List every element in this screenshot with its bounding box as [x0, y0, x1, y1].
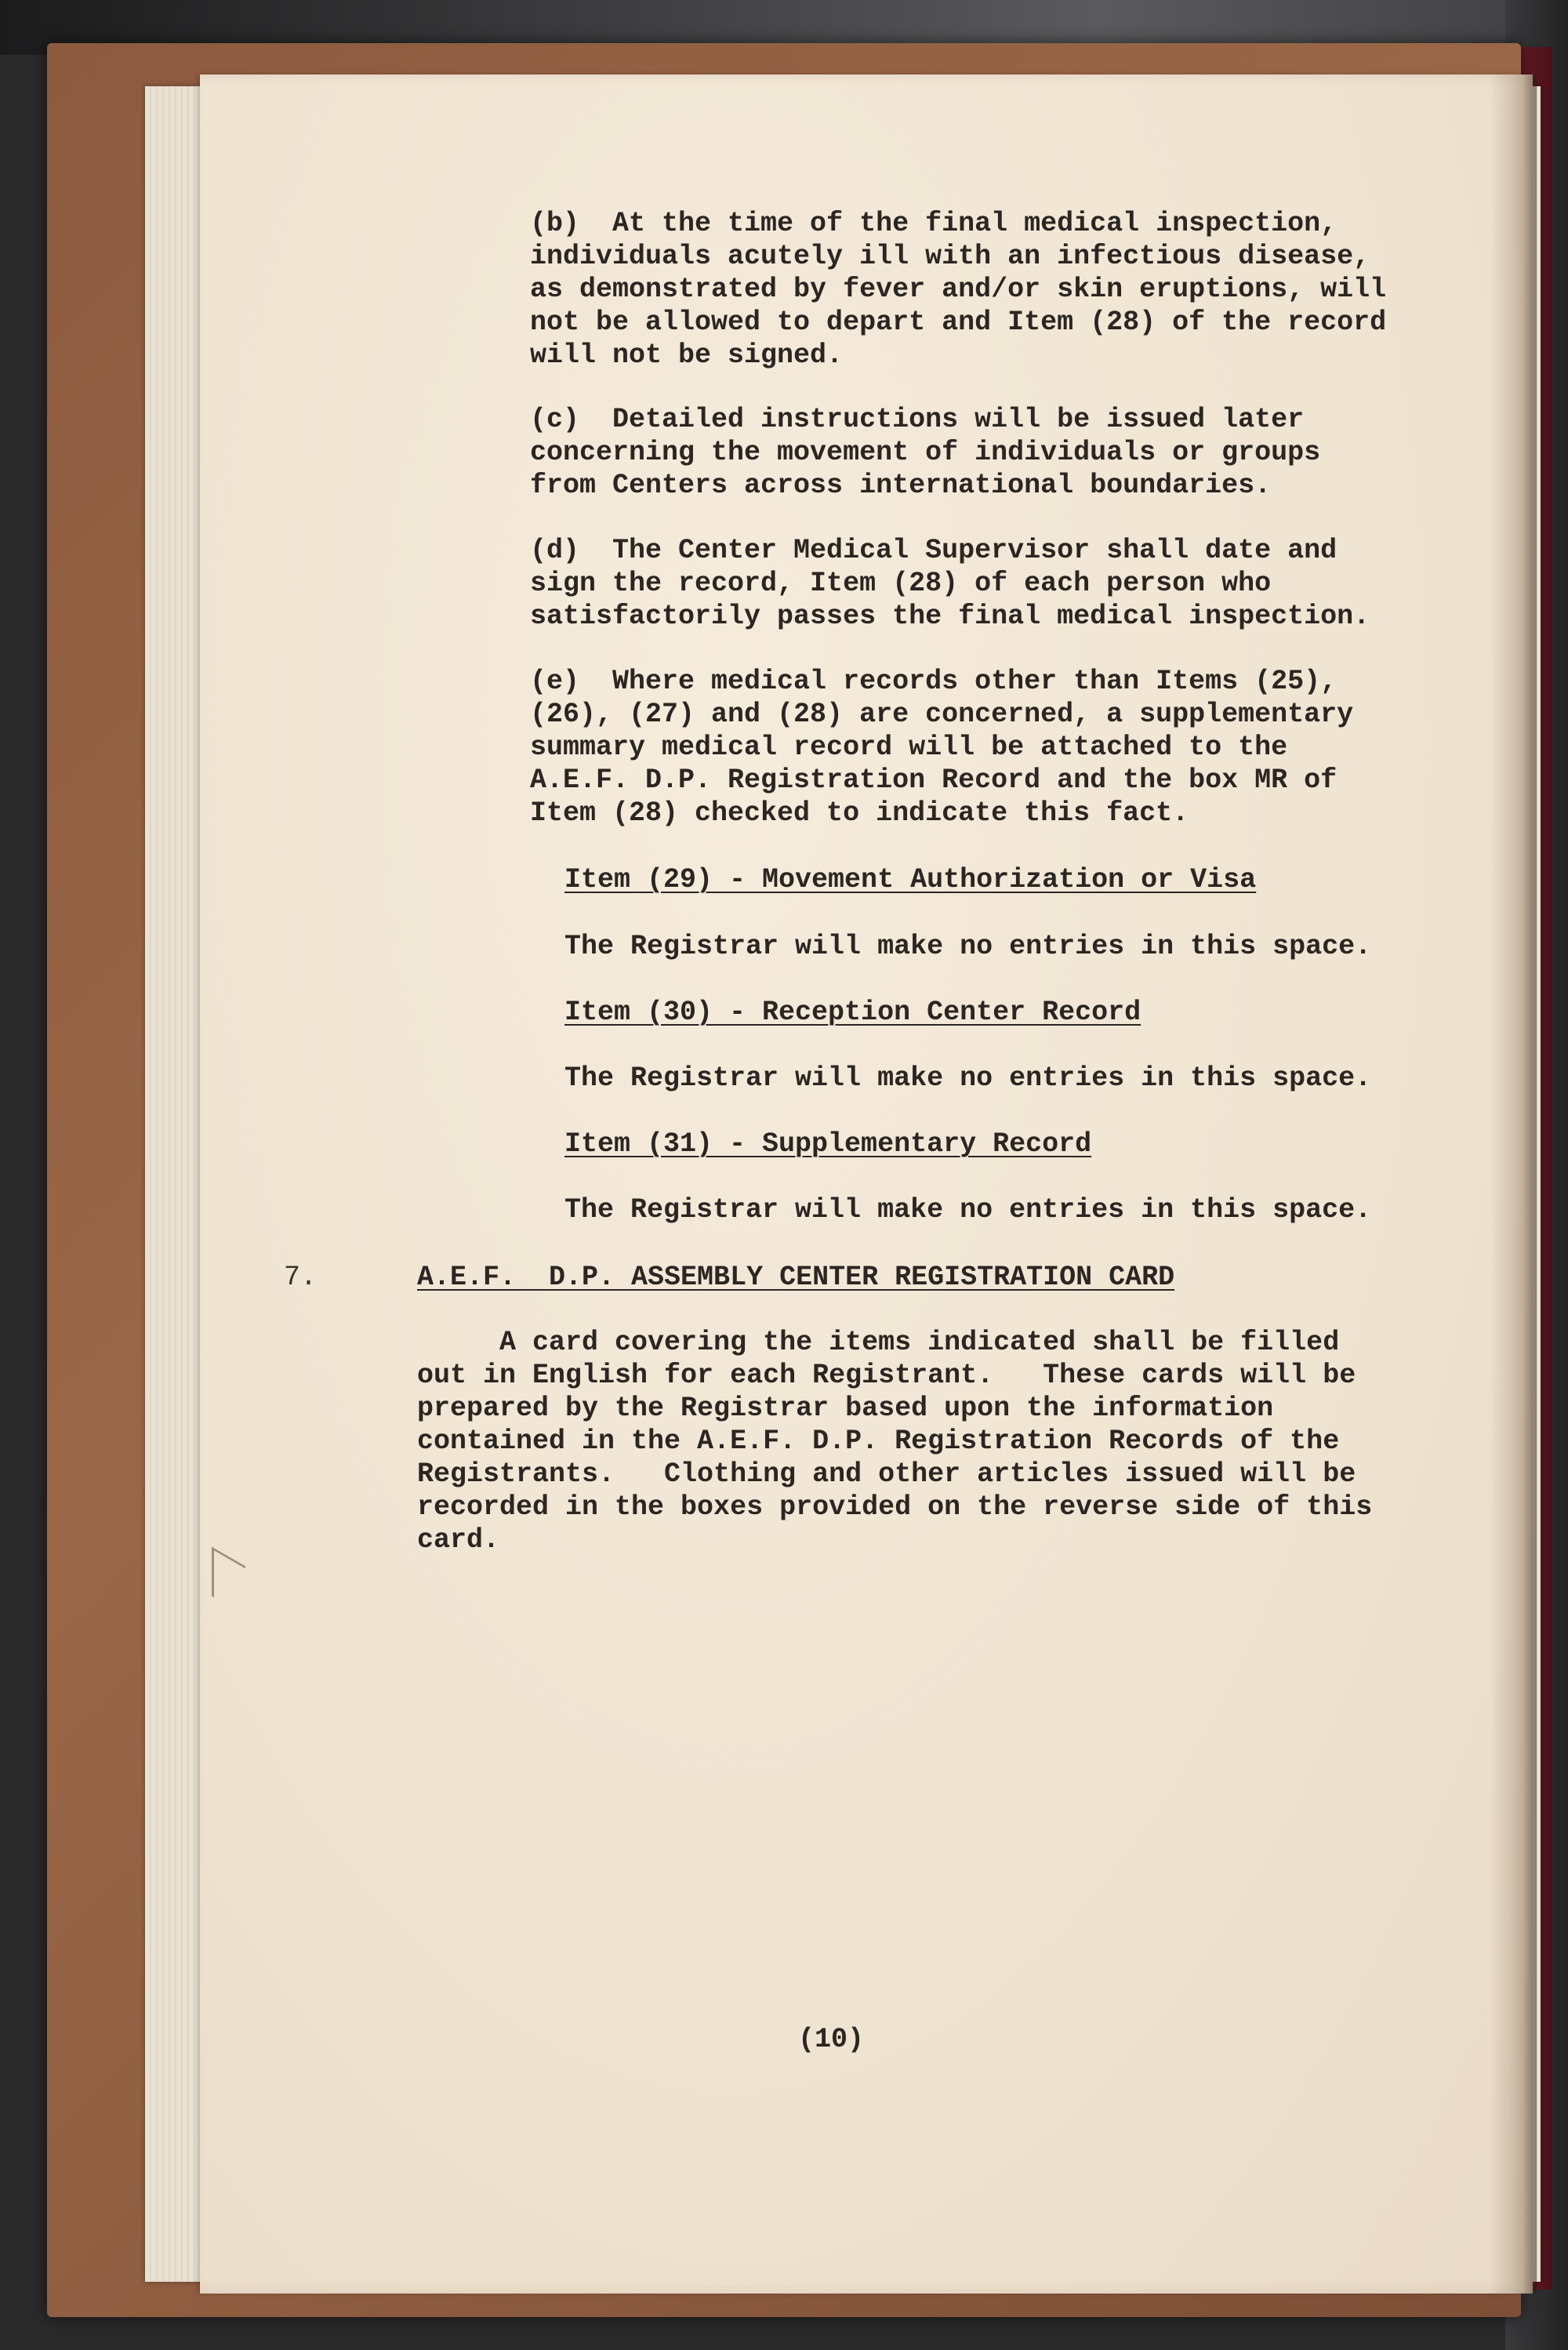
paragraph-d-line: satisfactorily passes the final medical inspection. [530, 601, 1370, 632]
paragraph-e-line: (e) Where medical records other than Items (25), [530, 666, 1338, 697]
section-7-line: card. [417, 1524, 500, 1556]
section-7-heading: A.E.F. D.P. ASSEMBLY CENTER REGISTRATION CARD [417, 1262, 1175, 1293]
item-30-heading: Item (30) - Reception Center Record [564, 997, 1142, 1028]
section-7-line: recorded in the boxes provided on the reverse side of this [417, 1491, 1373, 1523]
paragraph-c-line: (c) Detailed instructions will be issued later [530, 404, 1305, 435]
section-7-line: contained in the A.E.F. D.P. Registration Records of the [417, 1426, 1340, 1457]
paragraph-d-line: (d) The Center Medical Supervisor shall date and [530, 535, 1338, 566]
paragraph-b-line: not be allowed to depart and Item (28) of the record [530, 307, 1387, 338]
item-30-text: The Registrar will make no entries in this space. [564, 1062, 1372, 1094]
paragraph-e-line: A.E.F. D.P. Registration Record and the box MR of [530, 765, 1338, 796]
page-number: (10) [798, 2024, 865, 2055]
item-31-heading: Item (31) - Supplementary Record [564, 1128, 1092, 1160]
section-7-line: Registrants. Clothing and other articles issued will be [417, 1458, 1356, 1490]
gutter-shadow [1490, 74, 1537, 2294]
paragraph-c-line: from Centers across international boundaries. [530, 470, 1272, 501]
item-31-text: The Registrar will make no entries in this space. [564, 1194, 1372, 1226]
paragraph-c-line: concerning the movement of individuals or groups [530, 437, 1321, 468]
section-7-line: out in English for each Registrant. These cards will be [417, 1360, 1356, 1391]
paragraph-b-line: as demonstrated by fever and/or skin eruptions, will [530, 274, 1387, 305]
paragraph-e-line: summary medical record will be attached to the [530, 732, 1288, 763]
section-7-line: A card covering the items indicated shall be filled [417, 1327, 1340, 1358]
paragraph-e-line: Item (28) checked to indicate this fact. [530, 797, 1189, 829]
item-29-text: The Registrar will make no entries in this space. [564, 931, 1372, 962]
paragraph-d-line: sign the record, Item (28) of each person who [530, 568, 1272, 599]
paragraph-b-line: (b) At the time of the final medical inspection, [530, 208, 1338, 239]
section-7-number: 7. [284, 1262, 318, 1293]
paragraph-b-line: individuals acutely ill with an infectious disease, [530, 241, 1370, 272]
item-29-heading: Item (29) - Movement Authorization or Visa [564, 864, 1257, 895]
paragraph-b-line: will not be signed. [530, 340, 844, 371]
paragraph-e-line: (26), (27) and (28) are concerned, a supplementary [530, 699, 1354, 730]
section-7-line: prepared by the Registrar based upon the information [417, 1393, 1274, 1424]
